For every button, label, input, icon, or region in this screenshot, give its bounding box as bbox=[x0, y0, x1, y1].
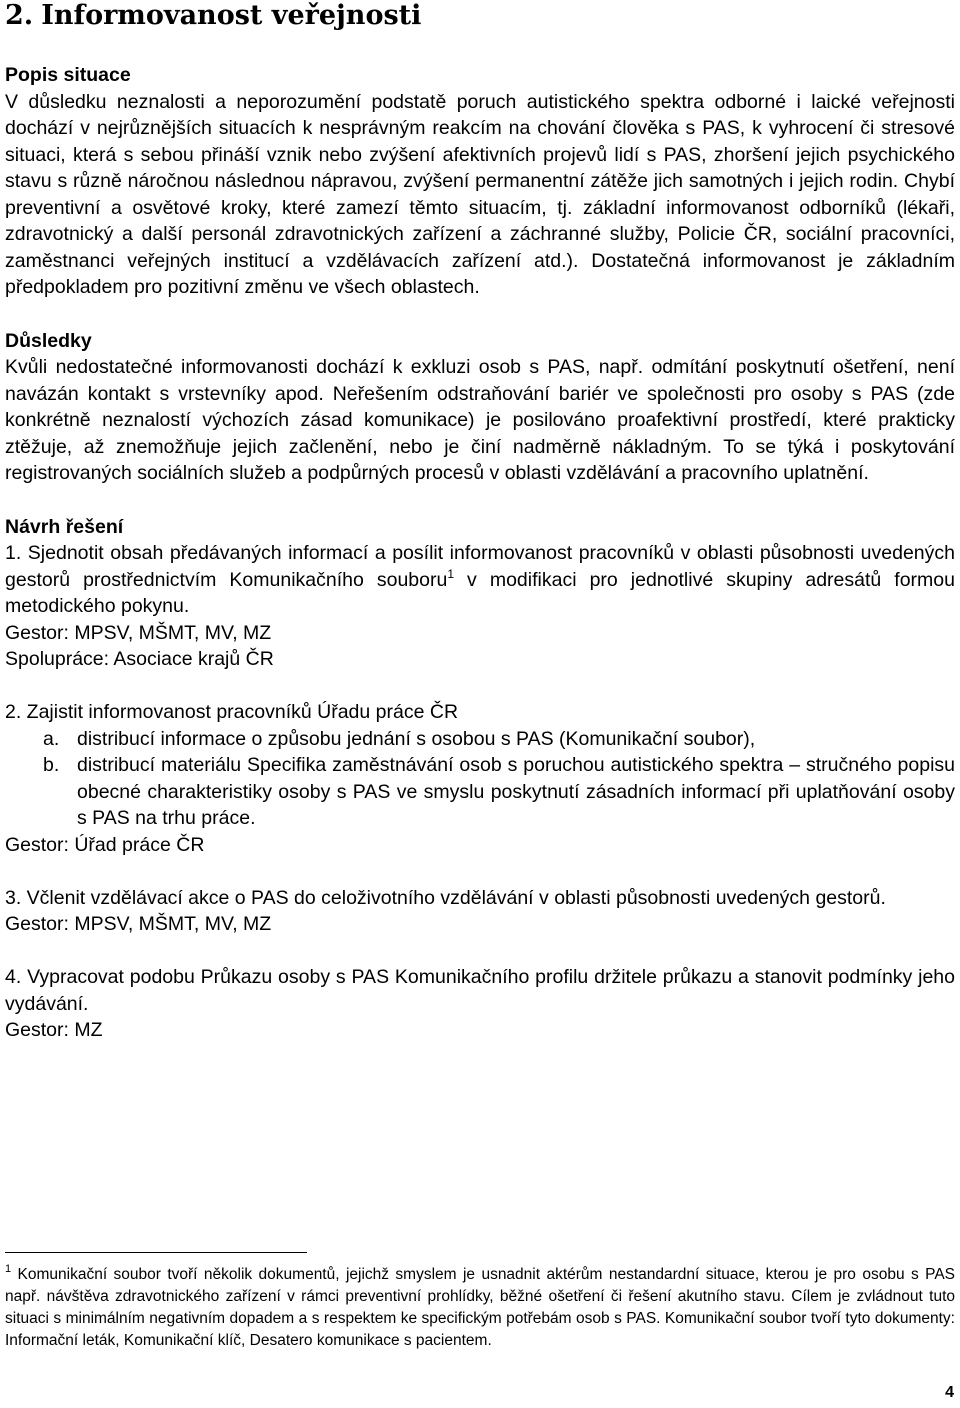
popis-text: V důsledku neznalosti a neporozumění podstatě poruch autistického spektra odborné i laické veřejnosti dochází v nejrůznějších situacích k nesprávným reakcím na chování člověka s PAS, k vyhrocení či stresové situaci, která s sebou přináší vznik nebo zvýšení afektivních projevů lidí s PAS, zhoršení jejich psychického stavu s různě náročnou následnou nápravou, zvýšení permanentní zátěže jich samotných i jejich rodin. Chybí preventivní a osvětové kroky, které zamezí těmto situacím, tj. základní informovanost odborníků (lékaři, zdravotnický a další personál zdravotnických zařízení a záchranné služby, Policie ČR, sociální pracovníci, zaměstnanci veřejných institucí a vzdělávacích zařízení atd.). Dostatečná informovanost je základním předpokladem pro pozitivní změnu ve všech oblastech. bbox=[5, 90, 955, 298]
navrh-item-1-text-after: v modifikaci pro jednotlivé skupiny adresátů formou metodického pokynu. bbox=[5, 568, 955, 617]
navrh-item-1 bbox=[5, 540, 955, 620]
list-marker-b: b. bbox=[43, 754, 60, 776]
footnote-text: Komunikační soubor tvoří několik dokumentů, jejichž smyslem je usnadnit aktérům nestandardní situace, kterou je pro osobu s PAS např. návštěva zdravotnického zařízení v rámci preventivní prohlídky, běžné ošetření či řešení akutního stavu. Cílem je zvládnout tuto situaci s minimálním negativním dopadem a s respektem ke specifickým potřebám osob s PAS. Komunikační soubor tvoří tyto dokumenty: Informační leták, Komunikační klíč, Desatero komunikace s pacientem. bbox=[5, 1266, 955, 1349]
page-number: 4 bbox=[945, 1384, 954, 1401]
navrh-item-2-sublist bbox=[5, 726, 955, 832]
navrh-item-2a-text: distribucí informace o způsobu jednání s osobou s PAS (Komunikační soubor), bbox=[77, 727, 756, 750]
section-title: Informovanost veřejnosti bbox=[41, 0, 422, 31]
section-number: 2. bbox=[5, 0, 34, 31]
navrh-item-2-gestor: Gestor: Úřad práce ČR bbox=[5, 833, 205, 856]
navrh-item-1-gestor: Gestor: MPSV, MŠMT, MV, MZ bbox=[5, 621, 272, 644]
footnote-ref[interactable]: 1 bbox=[447, 566, 455, 581]
navrh-item-4: 4. Vypracovat podobu Průkazu osoby s PAS Komunikačního profilu držitele průkazu a stanovit podmínky jeho vydávání. bbox=[5, 966, 955, 1015]
navrh-item-1-text: 1. Sjednotit obsah předávaných informací a posílit informovanost pracovníků v oblasti působnosti uvedených gestorů prostřednictvím Komunikačního souboru bbox=[5, 542, 955, 591]
navrh-item-3-gestor: Gestor: MPSV, MŠMT, MV, MZ bbox=[5, 913, 272, 935]
footnote-mark: 1 bbox=[5, 1263, 12, 1275]
dusledky-heading: Důsledky bbox=[5, 329, 92, 352]
section-heading bbox=[5, 0, 955, 32]
navrh-item-2b bbox=[5, 752, 955, 832]
navrh-item-1-spoluprace: Spolupráce: Asociace krajů ČR bbox=[5, 648, 274, 670]
list-marker-a: a. bbox=[43, 727, 60, 750]
navrh-item-2b-text: distribucí materiálu Specifika zaměstnávání osob s poruchou autistického spektra – stručného popisu obecné charakteristiky osoby s PAS ve smyslu poskytnutí zásadních informací při uplatňování osoby s PAS na trhu práce. bbox=[77, 754, 955, 829]
popis-heading: Popis situace bbox=[5, 64, 131, 86]
navrh-item-4-gestor: Gestor: MZ bbox=[5, 1019, 103, 1041]
document-page bbox=[5, 0, 955, 1044]
dusledky-text: Kvůli nedostatečné informovanosti dochází k exkluzi osob s PAS, např. odmítání poskytnutí ošetření, není navázán kontakt s vrstevníky apod. Neřešením odstraňování bariér ve společnosti pro osoby s PAS (zde konkrétně neznalostí výchozích zásad komunikace) je posilováno proafektivní prostředí, které prakticky ztěžuje, až znemožňuje jejich začlenění, nebo je činí nadměrně nákladným. To se týká i poskytování registrovaných sociálních služeb a podpůrných procesů v oblasti vzdělávání a pracovního uplatnění. bbox=[5, 356, 955, 484]
footnote-separator bbox=[5, 1252, 307, 1253]
navrh-item-3: 3. Včlenit vzdělávací akce o PAS do celoživotního vzdělávání v oblasti působnosti uvedených gestorů. bbox=[5, 886, 886, 909]
navrh-heading: Návrh řešení bbox=[5, 515, 124, 538]
footnote bbox=[5, 1264, 955, 1352]
navrh-item-2: 2. Zajistit informovanost pracovníků Úřadu práce ČR bbox=[5, 701, 459, 723]
navrh-item-2a bbox=[5, 726, 955, 753]
